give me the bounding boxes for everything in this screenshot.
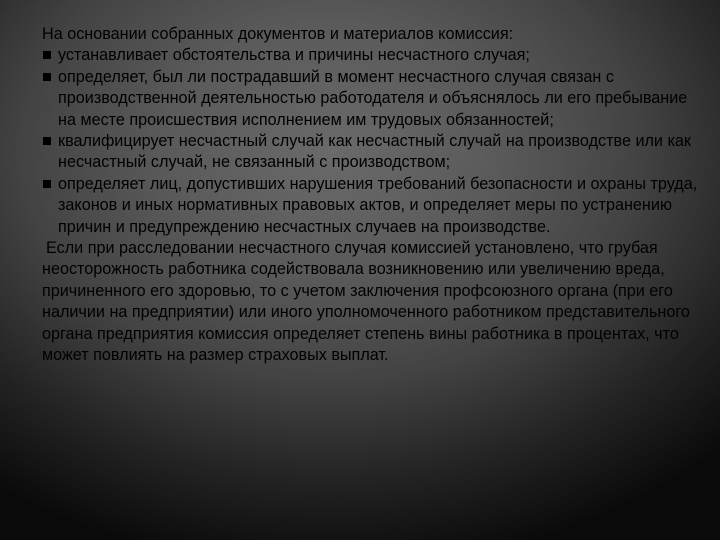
list-item: [42, 45, 702, 66]
intro-paragraph: На основании собранных документов и материалов комиссия:: [42, 25, 514, 43]
list-item: [42, 131, 702, 174]
bullet-text: устанавливает обстоятельства и причины несчастного случая;: [58, 46, 530, 65]
square-bullet-icon: [43, 137, 51, 145]
square-bullet-icon: [43, 180, 51, 188]
list-item: [42, 174, 702, 238]
square-bullet-icon: [43, 73, 51, 81]
bullet-text: квалифицирует несчастный случай как несчастный случай на производстве или как несчастный случай, не связанный с производством;: [58, 132, 691, 172]
bullet-list: [42, 45, 702, 238]
slide-content: [42, 24, 702, 367]
bullet-text: определяет лиц, допустивших нарушения требований безопасности и охраны труда, законов и иных нормативных правовых актов, и определяет меры по устранению причин и предупреждению несчастных случаев на производстве.: [58, 174, 698, 236]
square-bullet-icon: [43, 51, 51, 59]
list-item: [42, 67, 702, 131]
bullet-text: определяет, был ли пострадавший в момент несчастного случая связан с производственной деятельностью работодателя и объяснялось ли его пребывание на месте происшествия исполнением им трудовых обязанностей;: [58, 67, 688, 129]
closing-paragraph: Если при расследовании несчастного случая комиссией установлено, что грубая неосторожность работника содействовала возникновению или увеличению вреда, причиненного его здоровью, то с учетом заключения профсоюзного органа (при его наличии на предприятии) или иного уполномоченного работником представительного органа предприятия комиссия определяет степень вины работника в процентах, что может повлиять на размер страховых выплат.: [42, 239, 690, 365]
